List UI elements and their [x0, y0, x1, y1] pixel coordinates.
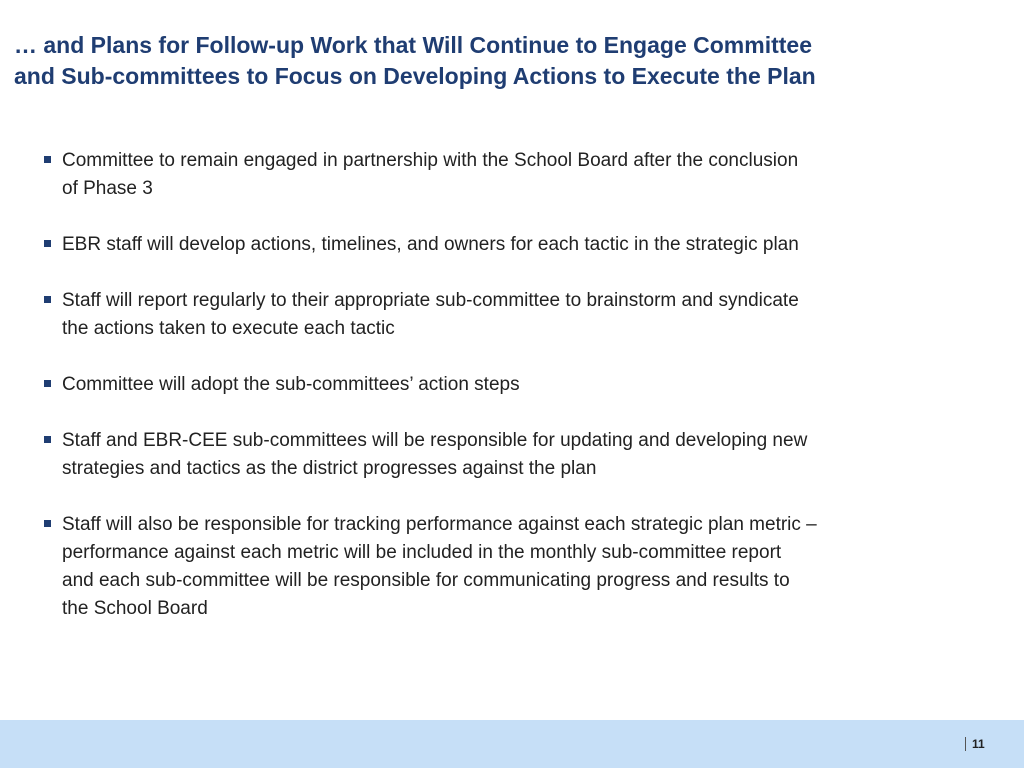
bullet-item [42, 511, 1002, 623]
bullet-text-line: the School Board [62, 598, 208, 619]
page-number: 11 [972, 737, 985, 751]
footer-bar [0, 720, 1024, 768]
bullet-text-line: performance against each metric will be included in the monthly sub-committee report [62, 542, 782, 563]
bullet-item [42, 287, 1002, 343]
bullet-text-line: Staff and EBR-CEE sub-committees will be responsible for updating and developing new [62, 430, 808, 451]
bullet-text-line: the actions taken to execute each tactic [62, 318, 395, 339]
square-bullet-icon [44, 436, 51, 443]
bullet-item [42, 231, 1002, 259]
bullet-item [42, 147, 1002, 203]
square-bullet-icon [44, 156, 51, 163]
bullet-item [42, 427, 1002, 483]
bullet-text-line: and each sub-committee will be responsible for communicating progress and results to [62, 570, 790, 591]
bullet-text-line: strategies and tactics as the district progresses against the plan [62, 458, 597, 479]
bullet-text-line: Committee to remain engaged in partnership with the School Board after the conclusion [62, 150, 799, 171]
slide-title-line: … and Plans for Follow-up Work that Will Continue to Engage Committee [14, 32, 812, 58]
bullet-text-line: EBR staff will develop actions, timelines, and owners for each tactic in the strategic plan [62, 234, 799, 255]
square-bullet-icon [44, 520, 51, 527]
slide-title [14, 30, 1004, 92]
bullet-text-line: Staff will also be responsible for tracking performance against each strategic plan metric – [62, 514, 817, 535]
bullet-list [42, 147, 1002, 651]
bullet-text-line: Staff will report regularly to their appropriate sub-committee to brainstorm and syndicate [62, 290, 799, 311]
bullet-text-line: of Phase 3 [62, 178, 153, 199]
page-number-divider [965, 737, 966, 751]
square-bullet-icon [44, 296, 51, 303]
slide-title-line: and Sub-committees to Focus on Developing Actions to Execute the Plan [14, 63, 816, 89]
bullet-text-line: Committee will adopt the sub-committees’ action steps [62, 374, 520, 395]
square-bullet-icon [44, 240, 51, 247]
bullet-item [42, 371, 1002, 399]
square-bullet-icon [44, 380, 51, 387]
